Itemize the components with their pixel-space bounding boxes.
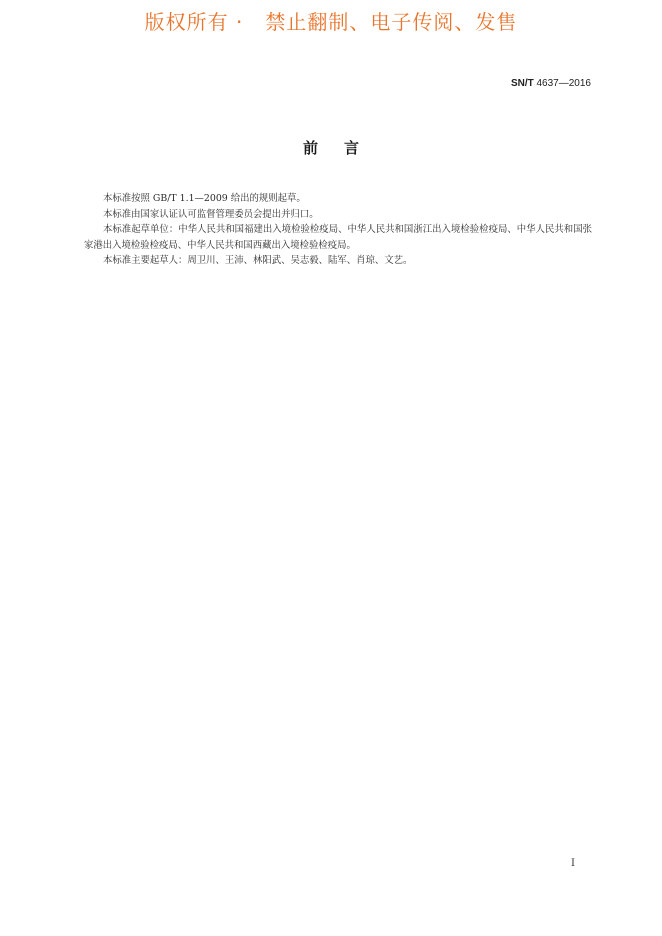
paragraph-proposer: 本标准由国家认证认可监督管理委员会提出并归口。: [103, 208, 319, 220]
foreword-body: [84, 191, 592, 269]
standard-code-prefix: SN/T: [510, 78, 534, 89]
paragraph-drafting-units: 本标准起草单位：中华人民共和国福建出入境检验检疫局、中华人民共和国浙江出入境检验检疫局、中华人民共和国张家港出入境检验检疫局、中华人民共和国西藏出入境检验检疫局。: [84, 224, 592, 251]
paragraph-drafting-rules: 本标准按照 GB/T 1.1—2009 给出的规则起草。: [103, 193, 306, 204]
page-number: I: [571, 858, 575, 869]
standard-code-number: 4637—2016: [533, 78, 591, 89]
paragraph-drafters: 本标准主要起草人：周卫川、王沛、林阳武、吴志毅、陆军、肖琼、文艺。: [103, 255, 413, 266]
page-title: 前言: [302, 139, 385, 157]
standard-code: [511, 78, 591, 89]
copyright-watermark: 版权所有 · 禁止翻制、电子传阅、发售: [144, 10, 518, 34]
